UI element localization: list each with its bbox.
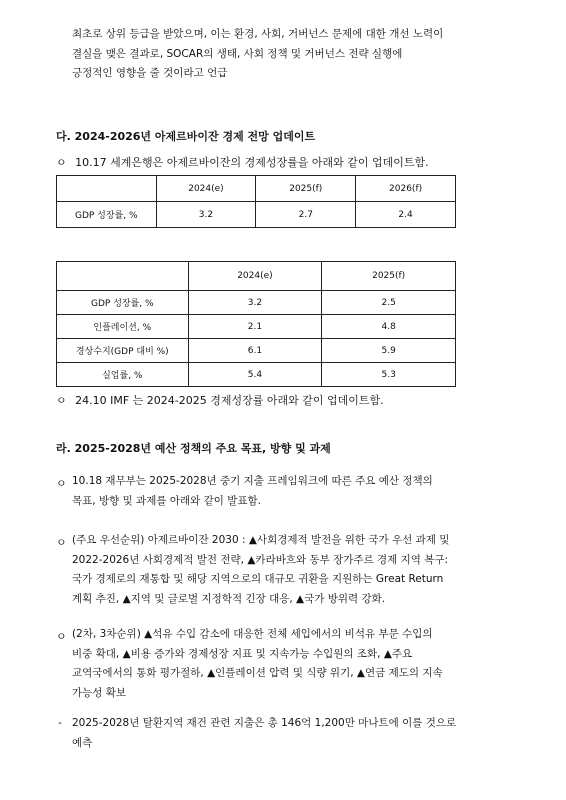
bullet-marker: ㅇ (56, 477, 67, 490)
paragraph-line: 국가 경제로의 재통합 및 해당 지역으로의 대규모 귀환을 지원하는 Great Return (72, 573, 444, 585)
bullet-marker: ㅇ (56, 536, 67, 549)
paragraph-line: 목표, 방향 및 과제를 아래와 같이 발표함. (72, 494, 261, 507)
table-header-cell (57, 262, 189, 291)
table-cell: 2.5 (322, 291, 456, 315)
intro-line: 긍정적인 영향을 줄 것이라고 언급 (72, 67, 228, 79)
paragraph-line: 계획 추진, ▲지역 및 글로벌 지정학적 긴장 대응, ▲국가 방위력 강화. (72, 592, 386, 605)
table-row (57, 202, 456, 228)
table-row (57, 291, 456, 315)
table-cell: 2.7 (256, 202, 356, 228)
bullet-marker: ㅇ (56, 630, 67, 643)
paragraph-line: 2025-2028년 탈환지역 재건 관련 지출은 총 146억 1,200만 마나트에 이를 것으로 (72, 717, 457, 729)
secondary-priorities-paragraph (72, 625, 443, 703)
table-row (57, 339, 456, 363)
imf-note-text: 24.10 IMF 는 2024-2025 경제성장률 아래와 같이 업데이트함. (75, 394, 384, 407)
paragraph-line: 예측 (72, 736, 93, 749)
paragraph-line: 가능성 확보 (72, 686, 127, 699)
imf-note (56, 392, 384, 408)
table-cell: 2.4 (356, 202, 456, 228)
table-row (57, 315, 456, 339)
section-heading-ra: 라. 2025-2028년 예산 정책의 주요 목표, 방향 및 과제 (56, 442, 331, 455)
budget-announcement-paragraph (72, 472, 433, 511)
table-header-cell: 2025(f) (256, 176, 356, 202)
table-cell: GDP 성장률, % (57, 291, 189, 315)
table-header-cell: 2024(e) (156, 176, 256, 202)
table-cell: 6.1 (188, 339, 322, 363)
paragraph-line: (2차, 3차순위) ▲석유 수입 감소에 대응한 전체 세입에서의 비석유 부문 수입의 (72, 628, 433, 640)
paragraph-line: 비중 확대, ▲비용 증가와 경제성장 지표 및 지속가능 수입원의 조화, ▲주요 (72, 647, 413, 660)
intro-line: 결실을 맺은 결과로, SOCAR의 생태, 사회 정책 및 거버넌스 전략 실행에 (72, 47, 403, 60)
bullet-marker: ㅇ (56, 156, 67, 169)
table-row (57, 363, 456, 387)
wb-note-text: 10.17 세계은행은 아제르바이잔의 경제성장률을 아래와 같이 업데이트함. (75, 156, 429, 169)
table-cell: 5.9 (322, 339, 456, 363)
table-cell: 실업률, % (57, 363, 189, 387)
wb-growth-table (56, 175, 456, 228)
table-cell: 5.3 (322, 363, 456, 387)
table-cell: GDP 성장률, % (57, 202, 157, 228)
main-priorities-paragraph (72, 531, 449, 609)
table-cell: 경상수지(GDP 대비 %) (57, 339, 189, 363)
intro-paragraph (72, 25, 443, 84)
table-header-cell (57, 176, 157, 202)
intro-line: 최초로 상위 등급을 받았으며, 이는 환경, 사회, 거버넌스 문제에 대한 개선 노력이 (72, 28, 444, 40)
table-header-row (57, 262, 456, 291)
table-header-cell: 2024(e) (188, 262, 322, 291)
table-cell: 5.4 (188, 363, 322, 387)
table-header-row (57, 176, 456, 202)
dash-marker: - (58, 717, 62, 729)
table-cell: 인플레이션, % (57, 315, 189, 339)
paragraph-line: (주요 우선순위) 아제르바이잔 2030 : ▲사회경제적 발전을 위한 국가 우선 과제 및 (72, 534, 450, 546)
table-cell: 4.8 (322, 315, 456, 339)
section-heading-da: 다. 2024-2026년 아제르바이잔 경제 전망 업데이트 (56, 130, 316, 143)
paragraph-line: 교역국에서의 통화 평가절하, ▲인플레이션 압력 및 식량 위기, ▲연금 제도의 지속 (72, 667, 443, 679)
bullet-marker: ㅇ (56, 394, 67, 407)
paragraph-line: 2022-2026년 사회경제적 발전 전략, ▲카라바흐와 동부 장가주르 경제 지역 복구: (72, 553, 449, 566)
wb-note (56, 154, 429, 170)
paragraph-line: 10.18 재무부는 2025-2028년 중기 지출 프레임워크에 따른 주요 예산 정책의 (72, 475, 433, 487)
table-cell: 3.2 (156, 202, 256, 228)
table-cell: 3.2 (188, 291, 322, 315)
table-header-cell: 2025(f) (322, 262, 456, 291)
table-cell: 2.1 (188, 315, 322, 339)
imf-outlook-table (56, 261, 456, 387)
reconstruction-spending-paragraph (72, 714, 456, 753)
table-header-cell: 2026(f) (356, 176, 456, 202)
